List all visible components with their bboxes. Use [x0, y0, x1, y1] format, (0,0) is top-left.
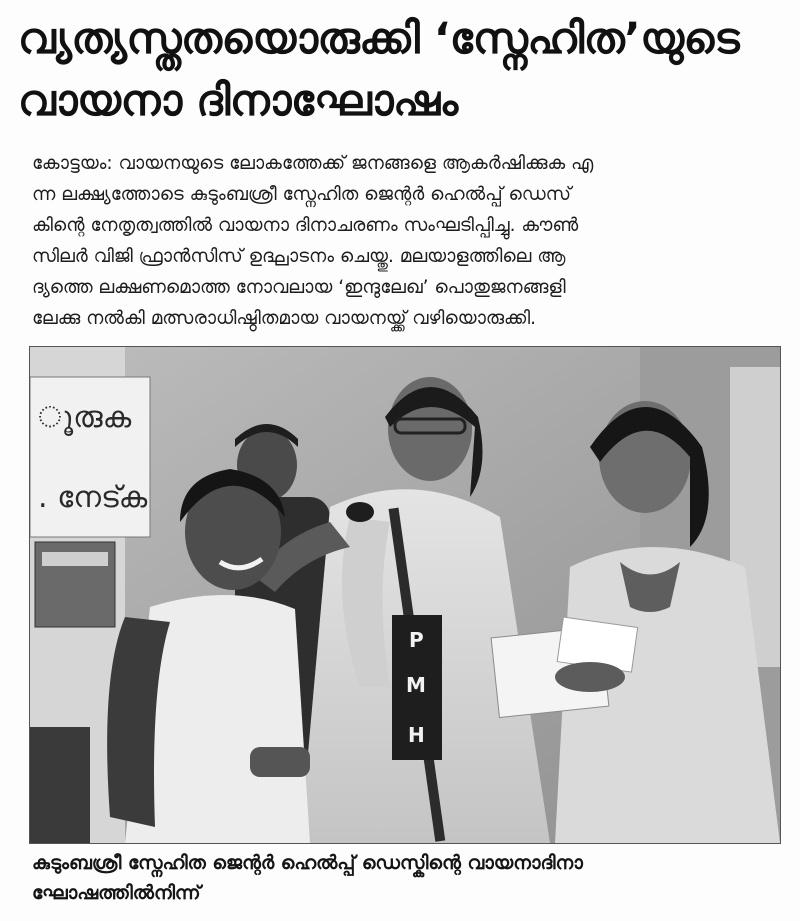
body-line-6: ലേക്കു നൽകി മത്സരാധിഷ്ഠിതമായ വായനയ്ക്ക് വഴിയൊരുക്കി. — [32, 308, 537, 329]
wall-poster-strip — [42, 552, 108, 566]
boy-hands — [250, 747, 310, 777]
right-woman-hands — [555, 662, 625, 692]
mic-flag-letter-2: M — [406, 673, 426, 697]
caption-line-1: കുടുംബശ്രീ സ്നേഹിത ജെന്റർ ഹെൽപ്പ് ഡെസ്കിന്റെ വായനാദിനാ — [32, 852, 583, 874]
body-line-1: കോട്ടയം: വായനയുടെ ലോകത്തേക്ക് ജനങ്ങളെ ആകർഷിക്കുക എ — [32, 153, 594, 174]
body-line-2: ന്ന ലക്ഷ്യത്തോടെ കുടുംബശ്രീ സ്നേഹിത ജെന്റർ ഹെൽപ്പ് ഡെസ് — [32, 184, 571, 205]
headline-line-1: വ്യത്യസ്തതയൊരുക്കി ‘സ്നേഹിത’യുടെ — [18, 14, 740, 64]
body-line-5: ദ്യത്തെ ലക്ഷണമൊത്ത നോവലായ ‘ഇന്ദുലേഖ’ പൊതുജനങ്ങളി — [32, 277, 566, 298]
article-photo — [29, 346, 781, 844]
photo-illustration — [30, 347, 780, 843]
caption-line-2: ഘോഷത്തിൽനിന്ന് — [32, 882, 201, 904]
photo-caption — [32, 848, 792, 908]
photo-chair — [30, 727, 90, 843]
body-line-4: സിലർ വിജി ഫ്രാൻസിസ് ഉദ്ഘാടനം ചെയ്തു. മലയാളത്തിലെ ആ — [32, 246, 566, 267]
mic-head — [346, 502, 374, 522]
mic-flag-letter-3: H — [408, 723, 425, 747]
headline-line-2: വായനാ ദിനാഘോഷം — [18, 76, 458, 126]
wall-sign-text-1: ൂരുക — [38, 400, 132, 435]
article-headline — [18, 8, 788, 132]
article-body — [32, 148, 780, 334]
body-line-3: കിന്റെ നേതൃത്വത്തിൽ വായനാ ദിനാചരണം സംഘടിപ്പിച്ചു. കൗൺ — [32, 215, 579, 236]
wall-sign-text-2: . നേട്ക — [38, 480, 148, 515]
mic-flag-letter-1: P — [409, 628, 424, 652]
